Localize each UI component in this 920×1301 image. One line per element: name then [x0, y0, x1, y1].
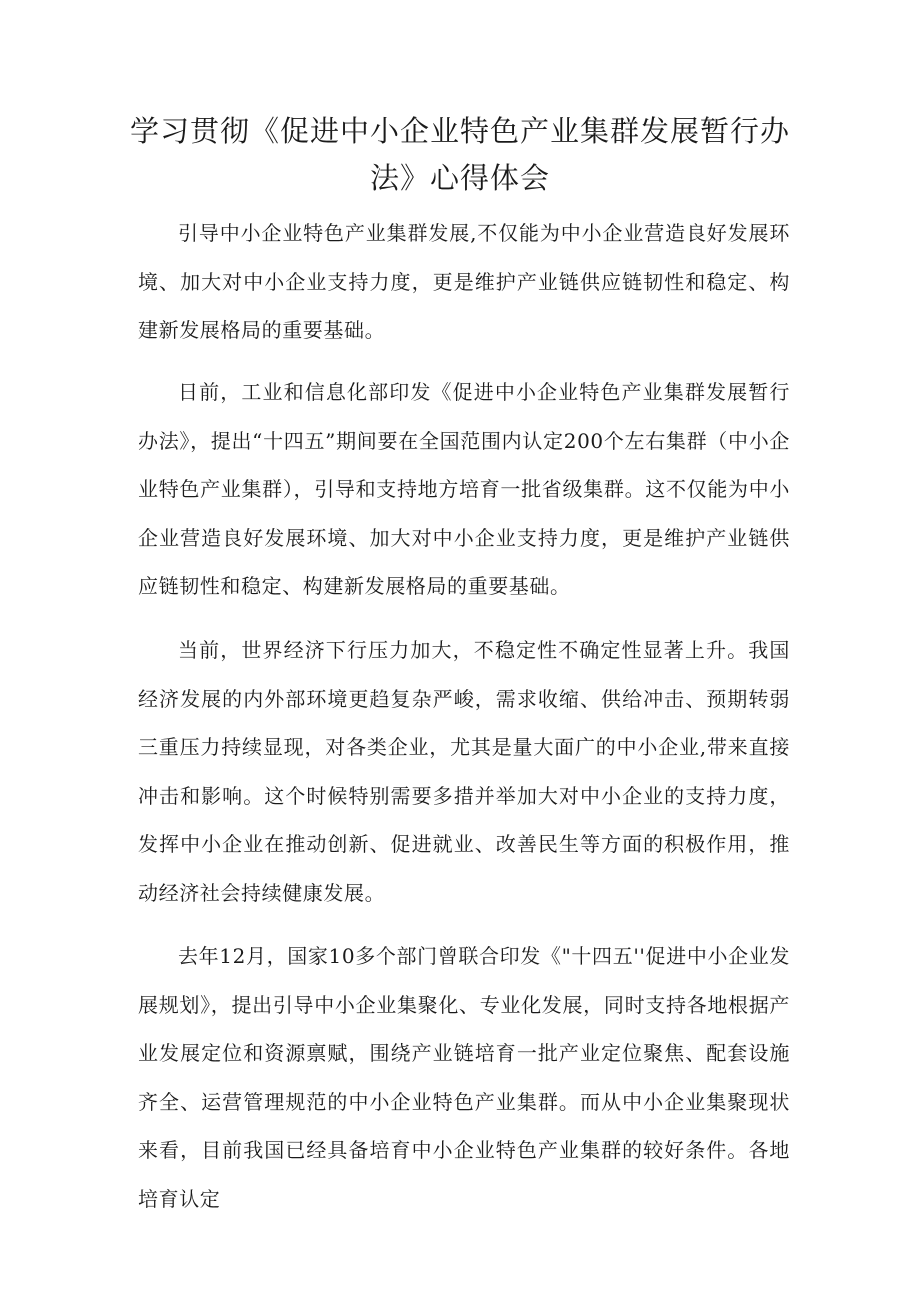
document-title-line-2: 法》心得体会 — [369, 161, 550, 195]
document-title-line-1: 学习贯彻《促进中小企业特色产业集群发展暂行办 — [129, 114, 790, 148]
paragraph-2: 日前，工业和信息化部印发《促进中小企业特色产业集群发展暂行办法》，提出“十四五”期间要在全国范围内认定200个左右集群（中小企业特色产业集群），引导和支持地方培育一批省级集群。这不仅能为中小企业营造良好发展环境、加大对中小企业支持力度，更是维护产业链供应链韧性和稳定、构建新发展格局的重要基础。 — [138, 380, 790, 598]
paragraph-4: 去年12月，国家10多个部门曾联合印发《"十四五''促进中小企业发展规划》，提出引导中小企业集聚化、专业化发展，同时支持各地根据产业发展定位和资源禀赋，围绕产业链培育一批产业定位聚焦、配套设施齐全、运营管理规范的中小企业特色产业集群。而从中小企业集聚现状来看，目前我国已经具备培育中小企业特色产业集群的较好条件。各地培育认定 — [138, 944, 790, 1211]
paragraph-1: 引导中小企业特色产业集群发展,不仅能为中小企业营造良好发展环境、加大对中小企业支持力度，更是维护产业链供应链韧性和稳定、构建新发展格局的重要基础。 — [138, 221, 790, 342]
paragraph-3: 当前，世界经济下行压力加大，不稳定性不确定性显著上升。我国经济发展的内外部环境更趋复杂严峻，需求收缩、供给冲击、预期转弱三重压力持续显现，对各类企业，尤其是量大面广的中小企业,带来直接冲击和影响。这个时候特别需要多措并举加大对中小企业的支持力度，发挥中小企业在推动创新、促进就业、改善民生等方面的积极作用，推动经济社会持续健康发展。 — [138, 638, 790, 905]
